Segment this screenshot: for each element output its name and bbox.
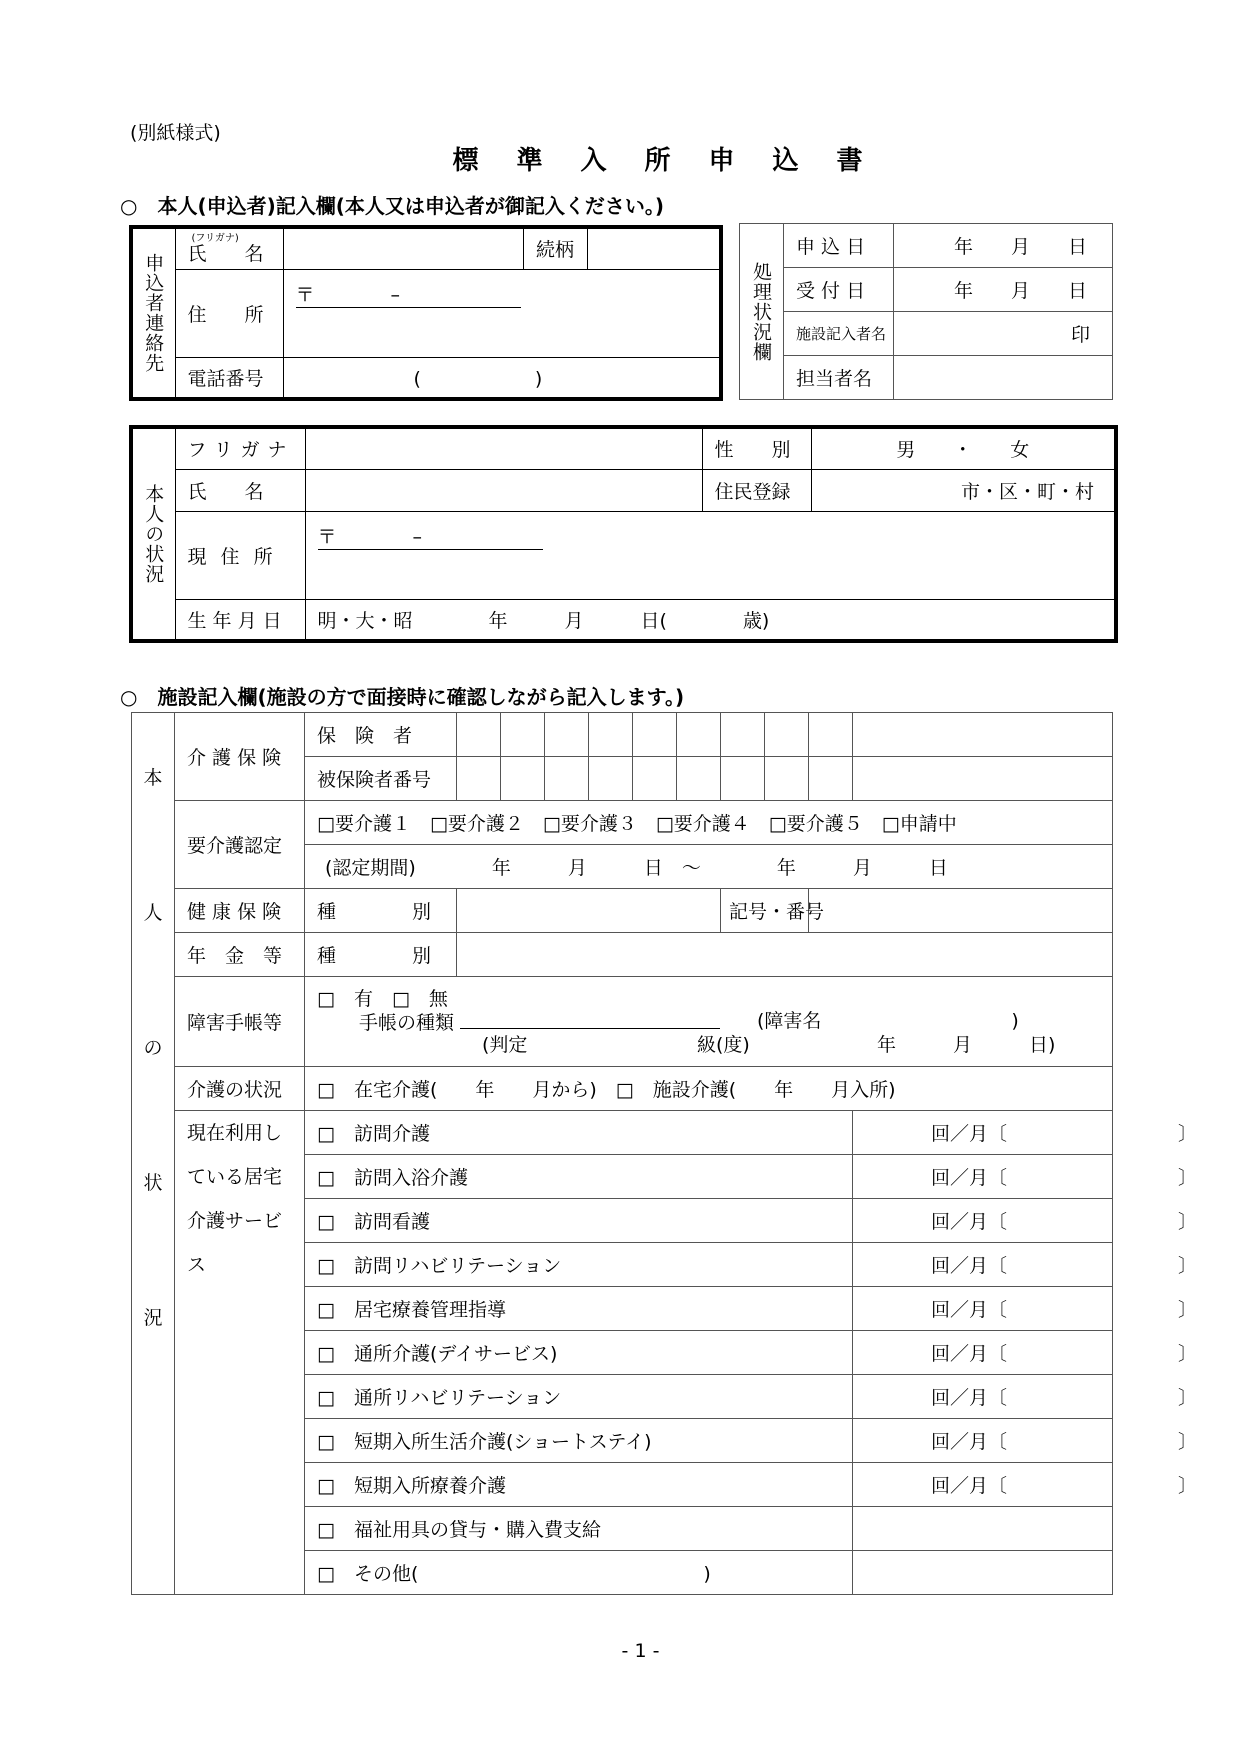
relation-label: 続柄 [523,227,587,269]
registry-value[interactable]: 市・区・町・村 [811,469,1116,511]
current-address-input[interactable] [305,511,1116,599]
service-name[interactable]: □ 通所リハビリテーション [305,1375,853,1419]
insured-box-8[interactable] [765,757,809,801]
insurer-box-7[interactable] [721,713,765,757]
service-name[interactable]: □ 短期入所療養介護 [305,1463,853,1507]
current-address-label: 現 住 所 [175,511,305,599]
pension-kind-label: 種 別 [305,933,457,977]
service-frequency[interactable]: 回／月〔 〕 [853,1155,1113,1199]
disability-name: (障害名 ) [757,1009,1019,1032]
furigana-small: (フリガナ) [191,233,239,244]
service-frequency[interactable]: 回／月〔 〕 [853,1375,1113,1419]
applicant-table [129,225,723,401]
service-name[interactable]: □ 福祉用具の貸与・購入費支給 [305,1507,853,1551]
furigana-label: フリガナ [175,427,305,469]
service-frequency[interactable] [853,1551,1113,1595]
service-frequency[interactable]: 回／月〔 〕 [853,1463,1113,1507]
pension-label: 年 金 等 [175,933,305,977]
care-status-value[interactable]: □ 在宅介護( 年 月から) □ 施設介護( 年 月入所) [305,1067,1113,1111]
service-name[interactable]: □ 通所介護(デイサービス) [305,1331,853,1375]
disability-grade: 級(度) [697,1033,750,1056]
insured-box-7[interactable] [721,757,765,801]
furigana-input[interactable] [305,427,702,469]
insurer-box-2[interactable] [501,713,545,757]
insurer-box-9[interactable] [809,713,853,757]
birth-label: 生 年 月 日 [175,599,305,641]
facility-table [131,712,1198,1595]
disability-label: 障害手帳等 [175,977,305,1067]
disability-judgment: (判定 [482,1033,528,1056]
insurer-box-1[interactable] [457,713,501,757]
disability-cell[interactable] [305,977,1113,1067]
processing-side-label: 処理状況欄 [740,224,784,400]
disability-type-line [460,1010,720,1029]
health-kind-input[interactable] [457,889,721,933]
insurer-box-3[interactable] [545,713,589,757]
disability-type-label: 手帳の種類 [359,1011,455,1034]
processing-table [739,223,1113,400]
page-title: 標 準 入 所 申 込 書 [452,146,869,176]
relation-input[interactable] [587,227,721,269]
insured-box-2[interactable] [501,757,545,801]
service-name[interactable]: □ 訪問介護 [305,1111,853,1155]
service-frequency[interactable] [853,1507,1113,1551]
insurer-label: 保 険 者 [305,713,457,757]
form-note: (別紙様式) [130,122,221,144]
service-frequency[interactable]: 回／月〔 〕 [853,1111,1113,1155]
insured-box-3[interactable] [545,757,589,801]
insurer-box-6[interactable] [677,713,721,757]
person-name-label: 氏 名 [175,469,305,511]
service-frequency[interactable]: 回／月〔 〕 [853,1419,1113,1463]
health-kind-label: 種 別 [305,889,457,933]
person-table [129,425,1118,643]
page-number: - 1 - [621,1640,660,1662]
code-number-label: 記号・番号 [721,889,809,933]
receipt-date-label: 受 付 日 [784,268,894,312]
service-frequency[interactable]: 回／月〔 〕 [853,1287,1113,1331]
staff-label: 担当者名 [784,356,894,400]
disability-date: 年 月 日) [877,1033,1056,1056]
pension-kind-input[interactable] [457,933,1113,977]
gender-value[interactable]: 男 ・ 女 [811,427,1116,469]
apply-date-label: 申 込 日 [784,224,894,268]
staff-value[interactable] [894,356,1113,400]
phone-input[interactable]: ( ) [283,357,721,399]
person-postal-mark: 〒 – [318,522,543,550]
name-input[interactable] [283,227,523,269]
service-name[interactable]: □ その他( ) [305,1551,853,1595]
recorder-label: 施設記入者名 [784,312,894,356]
care-insurance-label: 介 護 保 険 [175,713,305,801]
insurer-box-4[interactable] [589,713,633,757]
insured-box-6[interactable] [677,757,721,801]
registry-label: 住民登録 [702,469,811,511]
service-frequency[interactable]: 回／月〔 〕 [853,1243,1113,1287]
insured-number-label: 被保険者番号 [305,757,457,801]
address-label: 住 所 [175,269,283,357]
section1-heading: ○ 本人(申込者)記入欄(本人又は申込者が御記入ください。) [120,194,665,218]
service-name[interactable]: □ 居宅療養管理指導 [305,1287,853,1331]
service-frequency[interactable]: 回／月〔 〕 [853,1199,1113,1243]
applicant-side-label: 申込者連絡先 [131,227,175,399]
insurer-rest [853,713,1113,757]
code-number-input[interactable] [809,889,1113,933]
apply-date-value[interactable]: 年 月 日 [894,224,1113,268]
service-name[interactable]: □ 訪問看護 [305,1199,853,1243]
insured-box-5[interactable] [633,757,677,801]
cert-period[interactable]: (認定期間) 年 月 日 ～ 年 月 日 [305,845,1113,889]
address-input[interactable] [283,269,721,357]
phone-label: 電話番号 [175,357,283,399]
insurer-box-5[interactable] [633,713,677,757]
insured-box-1[interactable] [457,757,501,801]
insured-box-9[interactable] [809,757,853,801]
service-name[interactable]: □ 訪問リハビリテーション [305,1243,853,1287]
postal-mark: 〒 – [296,280,521,308]
care-cert-label: 要介護認定 [175,801,305,889]
recorder-value[interactable]: 印 [894,312,1113,356]
service-name[interactable]: □ 短期入所生活介護(ショートステイ) [305,1419,853,1463]
section2-heading: ○ 施設記入欄(施設の方で面接時に確認しながら記入します。) [120,685,685,709]
services-label: 現在利用し ている居宅 介護サービ ス [175,1111,305,1595]
care-status-label: 介護の状況 [175,1067,305,1111]
insured-rest [853,757,1113,801]
facility-side-label: 本 人 の 状 況 [132,713,175,1595]
name-label-cell [175,227,283,269]
name-label: 氏 名 [187,243,264,266]
disability-yes-no[interactable]: □ 有 □ 無 [317,987,448,1010]
receipt-date-value[interactable]: 年 月 日 [894,268,1113,312]
person-name-input[interactable] [305,469,702,511]
service-name[interactable]: □ 訪問入浴介護 [305,1155,853,1199]
health-insurance-label: 健 康 保 険 [175,889,305,933]
insured-box-4[interactable] [589,757,633,801]
gender-label: 性 別 [702,427,811,469]
care-levels[interactable]: □要介護１ □要介護２ □要介護３ □要介護４ □要介護５ □申請中 [305,801,1113,845]
service-frequency[interactable]: 回／月〔 〕 [853,1331,1113,1375]
birth-value[interactable]: 明・大・昭 年 月 日( 歳) [305,599,1116,641]
person-side-label: 本人の状況 [131,427,175,641]
insurer-box-8[interactable] [765,713,809,757]
